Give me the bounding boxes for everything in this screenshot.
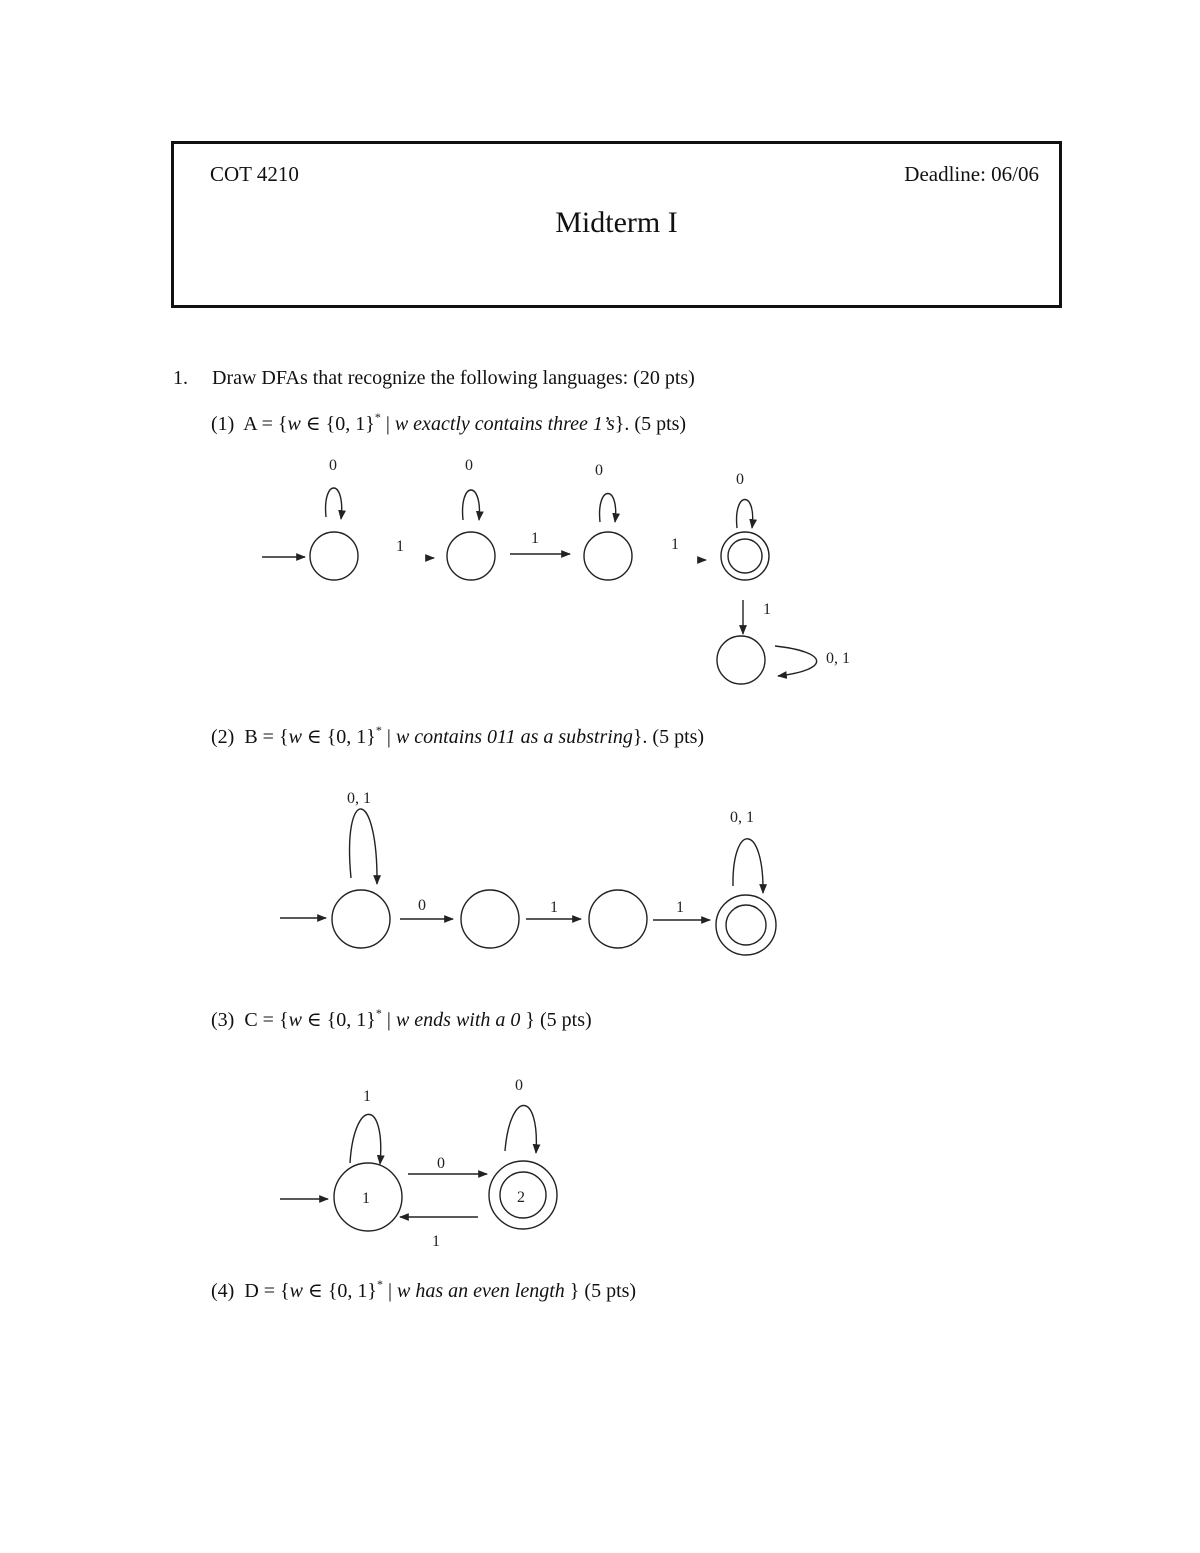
edge-label: 1 — [671, 536, 679, 553]
edge-label: 1 — [763, 601, 771, 618]
dfa-state — [461, 890, 519, 948]
dfa-c — [280, 1077, 557, 1250]
edge-label: 0, 1 — [347, 790, 371, 807]
part-3-statement: (3) C = {w ∈ {0, 1}* | w ends with a 0 } (5 pts) — [211, 1006, 592, 1031]
condition: w contains 011 as a substring — [395, 726, 633, 748]
points: (5 pts) — [540, 1009, 592, 1031]
self-loop — [733, 839, 763, 893]
part-label: (4) — [211, 1280, 235, 1302]
part-label: (1) — [211, 413, 235, 435]
edge-label: 0 — [437, 1155, 445, 1172]
points: (5 pts) — [634, 413, 687, 435]
self-loop — [775, 646, 817, 676]
state-label: 2 — [517, 1189, 525, 1206]
part-label: (3) — [211, 1009, 235, 1031]
part-1-statement: (1) A = {w ∈ {0, 1}* | w exactly contains three 1’s}. (5 pts) — [211, 410, 687, 435]
edge-label: 0 — [418, 897, 426, 914]
self-loop — [505, 1105, 536, 1153]
dfa-state — [584, 532, 632, 580]
dfa-a — [262, 457, 850, 684]
part-2-statement: (2) B = {w ∈ {0, 1}* | w contains 011 as a substring}. (5 pts) — [211, 723, 705, 748]
accept-ring — [728, 539, 762, 573]
self-loop — [463, 490, 480, 520]
set-name: C — [244, 1009, 258, 1031]
condition: w has an even length — [397, 1280, 565, 1302]
dfa-b — [280, 790, 776, 955]
edge-label: 0 — [515, 1077, 523, 1094]
dfa-state — [589, 890, 647, 948]
edge-label: 1 — [676, 899, 684, 916]
self-loop — [600, 494, 616, 523]
dfa-accept-state — [716, 895, 776, 955]
dfa-state — [447, 532, 495, 580]
set-name: B — [244, 726, 258, 748]
condition: w exactly contains three 1’s — [394, 413, 615, 435]
points: (5 pts) — [652, 726, 705, 748]
edge-label: 0, 1 — [730, 809, 754, 826]
question-prompt: Draw DFAs that recognize the following languages: (20 pts) — [212, 367, 695, 389]
dfa-state — [332, 890, 390, 948]
points: (5 pts) — [584, 1280, 637, 1302]
self-loop — [737, 500, 753, 529]
part-4-statement: (4) D = {w ∈ {0, 1}* | w has an even length } (5 pts) — [211, 1277, 637, 1302]
set-name: D — [244, 1280, 259, 1302]
self-loop — [350, 1114, 381, 1164]
state-label: 1 — [362, 1190, 370, 1207]
edge-label: 0, 1 — [826, 650, 850, 667]
set-name: A — [243, 413, 257, 435]
dfa-state — [310, 532, 358, 580]
dfa-state — [717, 636, 765, 684]
edge-label: 1 — [531, 530, 539, 547]
edge-label: 0 — [329, 457, 337, 474]
course-code: COT 4210 — [210, 162, 299, 186]
edge-label: 1 — [396, 538, 404, 555]
accept-ring — [726, 905, 766, 945]
part-label: (2) — [211, 726, 235, 748]
edge-label: 0 — [465, 457, 473, 474]
edge-label: 0 — [736, 471, 744, 488]
page-title: Midterm I — [555, 206, 678, 239]
deadline: Deadline: 06/06 — [904, 162, 1039, 186]
edge-label: 1 — [363, 1088, 371, 1105]
edge-label: 1 — [432, 1233, 440, 1250]
edge-label: 0 — [595, 462, 603, 479]
self-loop — [350, 809, 377, 884]
condition: w ends with a 0 — [395, 1009, 521, 1031]
question-number: 1. — [173, 367, 188, 389]
edge-label: 1 — [550, 899, 558, 916]
self-loop — [326, 488, 342, 519]
